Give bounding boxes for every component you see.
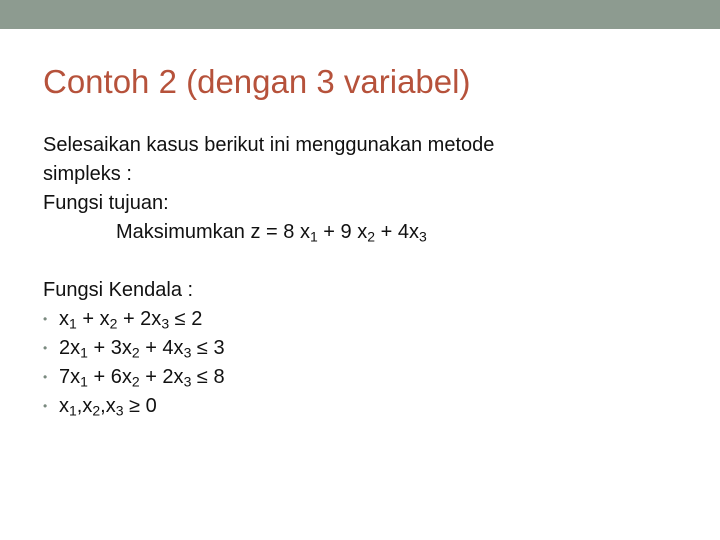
subscript: 3 xyxy=(161,315,170,332)
constraint-term: x xyxy=(59,395,69,417)
subscript: 1 xyxy=(69,402,77,419)
constraint-item xyxy=(43,392,683,421)
objective-heading: Fungsi tujuan: xyxy=(43,192,169,214)
constraint-term: + 2x xyxy=(139,366,184,388)
slide-body xyxy=(43,131,683,421)
constraint-term: + 6x xyxy=(87,366,132,388)
constraint-term: ,x xyxy=(100,395,116,417)
subscript: 1 xyxy=(309,228,318,245)
subscript: 2 xyxy=(109,315,118,332)
subscript: 3 xyxy=(115,402,124,419)
constraint-term: x xyxy=(59,308,69,330)
constraint-term: ≤ 2 xyxy=(169,308,203,330)
subscript: 2 xyxy=(131,373,140,390)
bullet-icon: • xyxy=(43,341,48,355)
subscript: 3 xyxy=(418,228,427,245)
intro-line-2: simpleks : xyxy=(43,163,132,185)
constraint-term: 2x xyxy=(59,337,81,359)
objective-prefix: Maksimumkan z = 8 x xyxy=(116,221,310,243)
objective-function xyxy=(43,218,683,247)
constraint-item xyxy=(43,363,683,392)
constraint-term: + 4x xyxy=(139,337,184,359)
constraint-item xyxy=(43,305,683,334)
constraint-term: ,x xyxy=(76,395,93,417)
constraints-list xyxy=(43,305,683,421)
bullet-icon: • xyxy=(43,399,48,413)
subscript: 2 xyxy=(92,402,101,419)
subscript: 3 xyxy=(183,373,192,390)
subscript: 2 xyxy=(367,228,376,245)
intro-line-1: Selesaikan kasus berikut ini menggunakan metode xyxy=(43,134,495,156)
constraint-term: + x xyxy=(76,308,110,330)
bullet-icon: • xyxy=(43,312,48,326)
constraints-heading: Fungsi Kendala : xyxy=(43,279,194,301)
constraint-item xyxy=(43,334,683,363)
slide-title: Contoh 2 (dengan 3 variabel) xyxy=(43,63,471,100)
objective-term: + 4x xyxy=(375,221,419,243)
constraint-term: ≤ 3 xyxy=(191,337,225,359)
top-bar xyxy=(0,0,720,29)
constraint-term: 7x xyxy=(59,366,81,388)
constraint-term: ≥ 0 xyxy=(123,395,157,417)
subscript: 3 xyxy=(183,344,192,361)
constraint-term: + 3x xyxy=(87,337,132,359)
constraint-term: ≤ 8 xyxy=(191,366,225,388)
bullet-icon: • xyxy=(43,370,48,384)
constraint-term: + 2x xyxy=(117,308,162,330)
objective-term: + 9 x xyxy=(317,221,368,243)
subscript: 1 xyxy=(80,373,88,390)
subscript: 1 xyxy=(69,315,77,332)
subscript: 2 xyxy=(131,344,140,361)
subscript: 1 xyxy=(80,344,88,361)
